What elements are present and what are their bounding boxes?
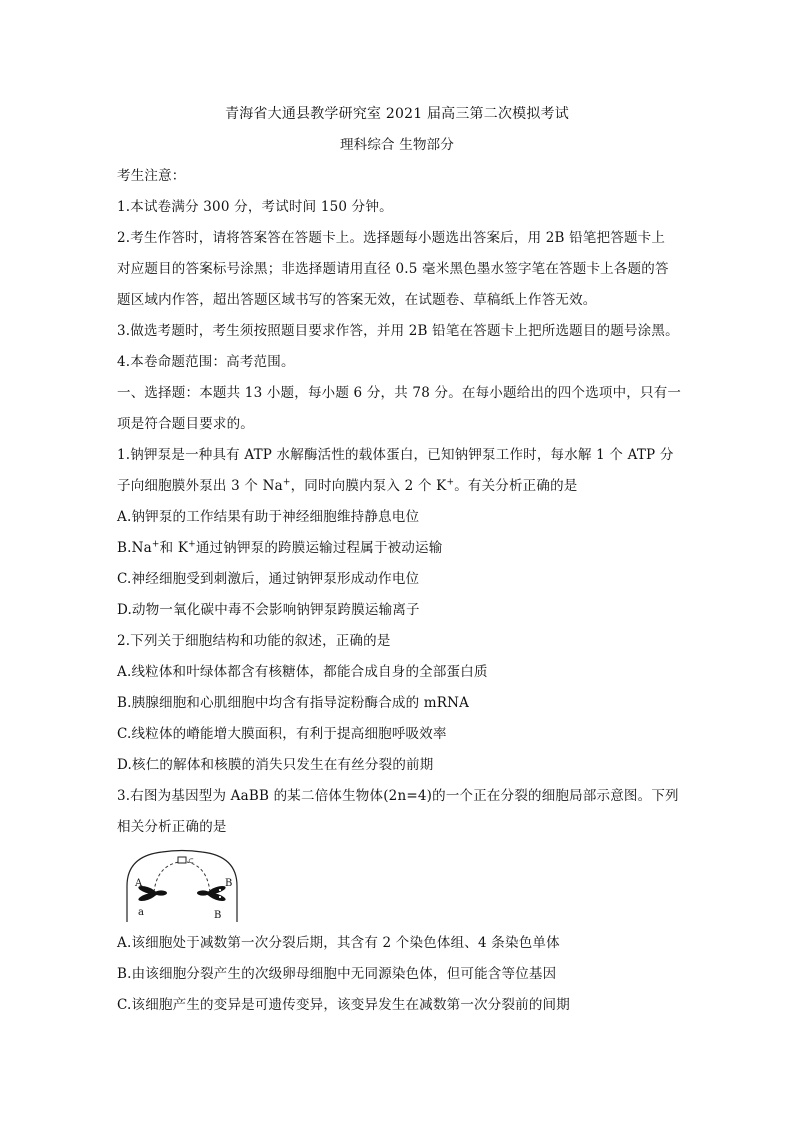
exam-subtitle: 理科综合 生物部分 — [339, 137, 455, 153]
q1-stem: 1.钠钾泵是一种具有 ATP 水解酶活性的载体蛋白，已知钠钾泵工作时，每水解 1 个 ATP 分 — [117, 447, 674, 463]
notice-item-4: 4.本卷命题范围：高考范围。 — [117, 354, 295, 370]
notice-item-2-cont: 对应题目的答案标号涂黑；非选择题请用直径 0.5 毫米黑色墨水签字笔在答题卡上各题的答 — [117, 261, 669, 277]
q2-stem: 2.下列关于细胞结构和功能的叙述，正确的是 — [117, 633, 391, 649]
q1-option-d: D.动物一氧化碳中毒不会影响钠钾泵跨膜运输离子 — [117, 602, 420, 618]
spindle-fiber-left — [154, 862, 179, 892]
q2-option-b: B.胰腺细胞和心肌细胞中均含有指导淀粉酶合成的 mRNA — [117, 695, 470, 711]
q2-option-d: D.核仁的解体和核膜的消失只发生在有丝分裂的前期 — [117, 757, 434, 773]
q1-option-a: A.钠钾泵的工作结果有助于神经细胞维持静息电位 — [117, 509, 420, 525]
gene-label-a: a — [138, 907, 144, 918]
q2-option-a: A.线粒体和叶绿体都含有核糖体，都能合成自身的全部蛋白质 — [117, 664, 488, 680]
q3-option-c: C.该细胞产生的变异是可遗传变异，该变异发生在减数第一次分裂前的间期 — [117, 997, 570, 1013]
centrosome — [178, 857, 186, 863]
spindle-fiber-right — [187, 862, 210, 892]
q1-stem-cont: 子向细胞膜外泵出 3 个 Na+，同时向膜内泵入 2 个 K+。有关分析正确的是 — [117, 477, 578, 494]
chromosome-right — [197, 884, 226, 902]
gene-label-B-bottom: B — [214, 910, 222, 921]
notice-item-2: 2.考生作答时，请将答案答在答题卡上。选择题每小题选出答案后，用 2B 铅笔把答题卡上 — [117, 230, 666, 246]
q1-option-c: C.神经细胞受到刺激后，通过钠钾泵形成动作电位 — [117, 571, 420, 587]
gene-label-A: A — [135, 878, 143, 889]
q3-option-a: A.该细胞处于减数第一次分裂后期，其含有 2 个染色体组、4 条染色单体 — [117, 935, 560, 951]
exam-title: 青海省大通县教学研究室 2021 届高三第二次模拟考试 — [225, 106, 569, 122]
notice-heading: 考生注意： — [117, 168, 186, 184]
gene-label-B-top: B — [225, 878, 233, 889]
notice-item-1: 1.本试卷满分 300 分，考试时间 150 分钟。 — [117, 199, 393, 215]
q3-stem-cont: 相关分析正确的是 — [117, 819, 227, 835]
q3-option-b: B.由该细胞分裂产生的次级卵母细胞中无同源染色体，但可能含等位基因 — [117, 966, 557, 982]
notice-item-3: 3.做选考题时，考生须按照题目要求作答，并用 2B 铅笔在答题卡上把所选题目的题号涂黑。 — [117, 323, 679, 339]
q2-option-c: C.线粒体的嵴能增大膜面积，有利于提高细胞呼吸效率 — [117, 726, 447, 742]
section-heading-cont: 项是符合题目要求的。 — [117, 416, 254, 432]
cell-division-diagram — [117, 846, 247, 928]
q3-stem: 3.右图为基因型为 AaBB 的某二倍体生物体(2n=4)的一个正在分裂的细胞局部示意图。下列 — [117, 788, 679, 804]
section-heading: 一、选择题：本题共 13 小题，每小题 6 分，共 78 分。在每小题给出的四个选项中，只有一 — [117, 385, 682, 401]
q1-option-b: B.Na+和 K+通过钠钾泵的跨膜运输过程属于被动运输 — [117, 539, 443, 556]
notice-item-2-cont2: 题区域内作答，超出答题区域书写的答案无效，在试题卷、草稿纸上作答无效。 — [117, 292, 597, 308]
centrosome-mark: ⊂ — [188, 857, 194, 865]
